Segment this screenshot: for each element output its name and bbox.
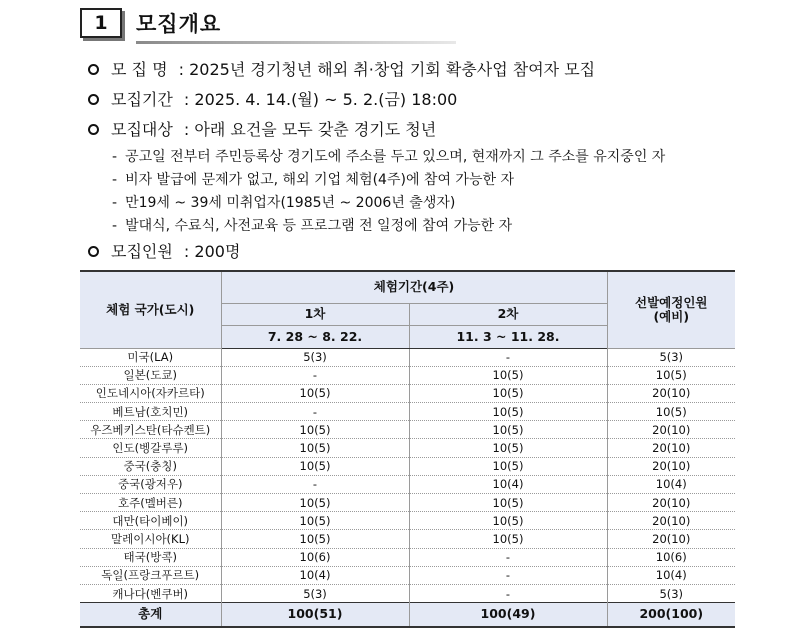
cell-selection: 10(5) <box>607 403 735 421</box>
cell-round2: 10(5) <box>409 439 607 457</box>
cell-round1: 5(3) <box>221 348 409 366</box>
cell-country: 대만(타이베이) <box>80 512 221 530</box>
item-label: 모집기간 <box>111 90 173 109</box>
cell-selection: 10(5) <box>607 366 735 384</box>
cell-round2: 10(5) <box>409 494 607 512</box>
header-country: 체험 국가(도시) <box>80 271 221 348</box>
cell-selection: 5(3) <box>607 348 735 366</box>
cell-round1: 10(5) <box>221 384 409 402</box>
total-round1: 100(51) <box>221 603 409 627</box>
table-row <box>80 566 735 584</box>
cell-selection: 20(10) <box>607 457 735 475</box>
table-row <box>80 548 735 566</box>
cell-round2: 10(4) <box>409 475 607 493</box>
section-number: 1 <box>80 8 122 38</box>
heading-underline <box>136 41 456 44</box>
cell-round1: 10(5) <box>221 494 409 512</box>
item-value: : 200명 <box>183 242 241 261</box>
cell-round2: - <box>409 566 607 584</box>
circle-bullet-icon <box>88 94 99 105</box>
cell-country: 중국(광저우) <box>80 475 221 493</box>
item-label: 모 집 명 <box>111 60 168 79</box>
target-condition: - 만19세 ~ 39세 미취업자(1985년 ~ 2006년 출생자) <box>112 195 456 211</box>
header-round1: 1차 <box>221 303 409 325</box>
item-value: : 2025. 4. 14.(월) ~ 5. 2.(금) 18:00 <box>183 90 458 109</box>
cell-round2: 10(5) <box>409 530 607 548</box>
cell-country: 미국(LA) <box>80 348 221 366</box>
cell-round1: 10(5) <box>221 512 409 530</box>
target-condition: - 비자 발급에 문제가 없고, 해외 기업 체험(4주)에 참여 가능한 자 <box>112 172 514 188</box>
header-period: 체험기간(4주) <box>221 271 607 303</box>
cell-country: 독일(프랑크푸르트) <box>80 566 221 584</box>
table-row <box>80 384 735 402</box>
header-round2-dates: 11. 3 ~ 11. 28. <box>409 325 607 348</box>
cell-round2: 10(5) <box>409 457 607 475</box>
cell-round1: 10(5) <box>221 457 409 475</box>
cell-round1: 5(3) <box>221 584 409 602</box>
cell-round2: 10(5) <box>409 421 607 439</box>
cell-selection: 20(10) <box>607 512 735 530</box>
cell-selection: 20(10) <box>607 439 735 457</box>
header-selection: 선발예정인원 (예비) <box>607 271 735 348</box>
cell-round2: - <box>409 584 607 602</box>
cell-round1: - <box>221 366 409 384</box>
table-row <box>80 348 735 366</box>
item-value: : 아래 요건을 모두 갖춘 경기도 청년 <box>183 120 437 139</box>
cell-round2: 10(5) <box>409 403 607 421</box>
table-row <box>80 494 735 512</box>
cell-selection: 10(6) <box>607 548 735 566</box>
cell-round1: - <box>221 475 409 493</box>
total-round2: 100(49) <box>409 603 607 627</box>
target-condition: - 공고일 전부터 주민등록상 경기도에 주소를 두고 있으며, 현재까지 그 주소를 유지중인 자 <box>112 149 666 165</box>
table-row <box>80 366 735 384</box>
cell-round2: 10(5) <box>409 512 607 530</box>
item-value: : 2025년 경기청년 해외 취·창업 기회 확충사업 참여자 모집 <box>178 60 596 79</box>
cell-selection: 20(10) <box>607 421 735 439</box>
cell-country: 호주(멜버른) <box>80 494 221 512</box>
table-row <box>80 403 735 421</box>
item-recruit-target <box>88 120 436 140</box>
cell-country: 인도(벵갈루루) <box>80 439 221 457</box>
cell-country: 우즈베키스탄(타슈켄트) <box>80 421 221 439</box>
cell-selection: 10(4) <box>607 475 735 493</box>
item-label: 모집인원 <box>111 242 173 261</box>
total-label: 총계 <box>80 603 221 627</box>
cell-selection: 20(10) <box>607 384 735 402</box>
cell-round1: - <box>221 403 409 421</box>
cell-country: 일본(도쿄) <box>80 366 221 384</box>
cell-selection: 5(3) <box>607 584 735 602</box>
cell-country: 인도네시아(자카르타) <box>80 384 221 402</box>
cell-country: 중국(충칭) <box>80 457 221 475</box>
section-title: 모집개요 <box>136 12 222 36</box>
table-row <box>80 421 735 439</box>
cell-round2: 10(5) <box>409 384 607 402</box>
table-row <box>80 475 735 493</box>
total-selection: 200(100) <box>607 603 735 627</box>
header-round2: 2차 <box>409 303 607 325</box>
cell-country: 베트남(호치민) <box>80 403 221 421</box>
section-heading <box>80 6 221 40</box>
cell-selection: 10(4) <box>607 566 735 584</box>
item-recruit-name <box>88 60 595 80</box>
table-row <box>80 457 735 475</box>
table-row <box>80 439 735 457</box>
cell-round1: 10(6) <box>221 548 409 566</box>
item-recruit-period <box>88 90 457 110</box>
cell-round2: 10(5) <box>409 366 607 384</box>
table-row <box>80 512 735 530</box>
cell-country: 태국(방콕) <box>80 548 221 566</box>
cell-selection: 20(10) <box>607 494 735 512</box>
circle-bullet-icon <box>88 124 99 135</box>
circle-bullet-icon <box>88 246 99 257</box>
item-recruit-count <box>88 242 240 262</box>
table-total-row <box>80 603 735 627</box>
cell-round1: 10(5) <box>221 421 409 439</box>
cell-round2: - <box>409 348 607 366</box>
cell-selection: 20(10) <box>607 530 735 548</box>
item-label: 모집대상 <box>111 120 173 139</box>
table-row <box>80 584 735 602</box>
recruitment-table <box>80 270 735 628</box>
cell-round1: 10(4) <box>221 566 409 584</box>
cell-round1: 10(5) <box>221 439 409 457</box>
cell-round2: - <box>409 548 607 566</box>
cell-country: 말레이시아(KL) <box>80 530 221 548</box>
circle-bullet-icon <box>88 64 99 75</box>
cell-country: 캐나다(벤쿠버) <box>80 584 221 602</box>
header-round1-dates: 7. 28 ~ 8. 22. <box>221 325 409 348</box>
table-row <box>80 530 735 548</box>
target-condition: - 발대식, 수료식, 사전교육 등 프로그램 전 일정에 참여 가능한 자 <box>112 218 513 234</box>
cell-round1: 10(5) <box>221 530 409 548</box>
